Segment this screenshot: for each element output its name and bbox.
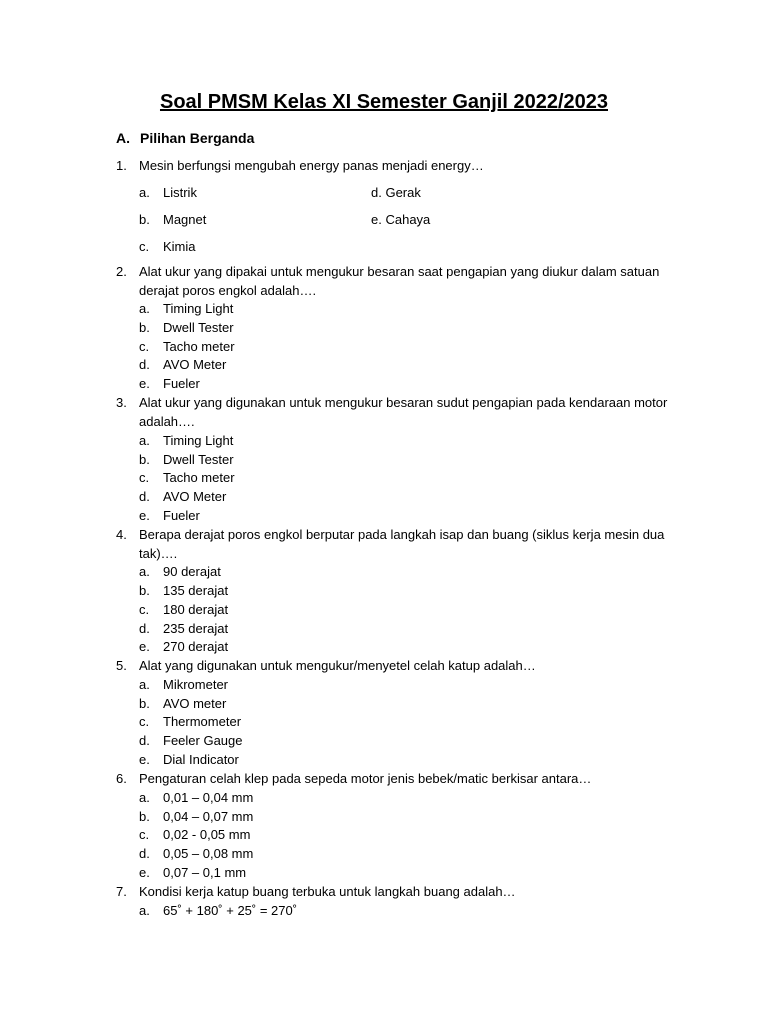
question-1-option-d <box>371 184 421 202</box>
question-4-option-b <box>139 582 228 600</box>
question-text: Alat ukur yang dipakai untuk mengukur besaran saat pengapian yang diukur dalam satuan derajat poros engkol adalah…. <box>139 264 660 298</box>
option-text: Tacho meter <box>163 470 235 485</box>
option-text: 0,05 – 0,08 mm <box>163 846 254 861</box>
option-letter: d. <box>139 621 150 636</box>
option-letter: a. <box>139 185 150 200</box>
page-title: Soal PMSM Kelas XI Semester Ganjil 2022/2023 <box>159 91 608 113</box>
option-text: Feeler Gauge <box>163 733 243 748</box>
option-text: 270 derajat <box>163 639 229 654</box>
option-text: Kimia <box>163 239 196 254</box>
option-letter: d. <box>139 733 150 748</box>
question-1-option-e <box>371 211 430 229</box>
question-6 <box>116 770 679 789</box>
question-4 <box>116 526 679 563</box>
option-text: 90 derajat <box>163 564 221 579</box>
option-letter: e. <box>371 212 382 227</box>
question-number: 5. <box>116 658 127 673</box>
question-1-option-b <box>139 211 206 229</box>
option-text: Listrik <box>163 185 197 200</box>
option-text: Timing Light <box>163 433 234 448</box>
question-2-option-b <box>139 319 234 337</box>
option-letter: c. <box>139 602 150 617</box>
section-label: Pilihan Berganda <box>140 130 255 146</box>
question-6-option-c <box>139 826 250 844</box>
option-letter: a. <box>139 433 150 448</box>
question-5-option-c <box>139 713 241 731</box>
option-text: AVO Meter <box>163 489 227 504</box>
option-text: 65˚ + 180˚ + 25˚ = 270˚ <box>163 903 298 918</box>
question-6-option-a <box>139 789 253 807</box>
option-text: Gerak <box>385 185 421 200</box>
question-4-option-a <box>139 563 221 581</box>
option-text: 180 derajat <box>163 602 229 617</box>
option-text: 0,02 - 0,05 mm <box>163 827 251 842</box>
option-letter: b. <box>139 452 150 467</box>
question-6-option-b <box>139 808 253 826</box>
option-letter: d. <box>139 357 150 372</box>
option-letter: a. <box>139 790 150 805</box>
question-3 <box>116 394 679 431</box>
question-number: 2. <box>116 264 127 279</box>
option-letter: b. <box>139 320 150 335</box>
question-5-option-d <box>139 732 243 750</box>
question-number: 3. <box>116 395 127 410</box>
question-6-option-e <box>139 864 246 882</box>
question-3-option-e <box>139 507 200 525</box>
question-number: 6. <box>116 771 127 786</box>
question-1-option-c <box>139 238 196 256</box>
option-letter: a. <box>139 903 150 918</box>
section-letter: A. <box>116 130 130 146</box>
option-letter: e. <box>139 376 150 391</box>
question-4-option-e <box>139 638 228 656</box>
option-letter: a. <box>139 301 150 316</box>
option-text: 0,01 – 0,04 mm <box>163 790 254 805</box>
option-letter: a. <box>139 677 150 692</box>
option-text: Tacho meter <box>163 339 235 354</box>
question-5-option-e <box>139 751 239 769</box>
question-5-option-b <box>139 695 226 713</box>
question-3-option-b <box>139 451 234 469</box>
question-7 <box>116 883 679 902</box>
question-4-option-d <box>139 620 228 638</box>
option-text: 0,04 – 0,07 mm <box>163 809 254 824</box>
question-text: Mesin berfungsi mengubah energy panas menjadi energy… <box>139 158 484 173</box>
option-text: 135 derajat <box>163 583 229 598</box>
option-text: Dwell Tester <box>163 320 234 335</box>
option-letter: c. <box>139 239 150 254</box>
option-text: Fueler <box>163 508 200 523</box>
question-4-option-c <box>139 601 228 619</box>
option-text: Dwell Tester <box>163 452 234 467</box>
option-text: Mikrometer <box>163 677 229 692</box>
question-2-option-d <box>139 356 226 374</box>
option-text: Cahaya <box>385 212 431 227</box>
option-letter: e. <box>139 639 150 654</box>
option-letter: c. <box>139 714 150 729</box>
option-text: 235 derajat <box>163 621 229 636</box>
option-letter: d. <box>371 185 382 200</box>
option-letter: c. <box>139 339 150 354</box>
question-3-option-c <box>139 469 235 487</box>
option-letter: e. <box>139 752 150 767</box>
option-text: Magnet <box>163 212 207 227</box>
option-text: AVO meter <box>163 696 227 711</box>
question-3-option-d <box>139 488 226 506</box>
option-letter: b. <box>139 696 150 711</box>
question-1 <box>116 157 679 176</box>
question-number: 1. <box>116 158 127 173</box>
option-text: AVO Meter <box>163 357 227 372</box>
question-2 <box>116 263 679 300</box>
option-letter: b. <box>139 809 150 824</box>
option-letter: d. <box>139 846 150 861</box>
option-letter: d. <box>139 489 150 504</box>
option-text: 0,07 – 0,1 mm <box>163 865 247 880</box>
question-5 <box>116 657 679 676</box>
question-3-option-a <box>139 432 233 450</box>
option-letter: c. <box>139 470 150 485</box>
question-text: Kondisi kerja katup buang terbuka untuk langkah buang adalah… <box>139 884 516 899</box>
question-1-option-a <box>139 184 197 202</box>
question-text: Pengaturan celah klep pada sepeda motor jenis bebek/matic berkisar antara… <box>139 771 592 786</box>
question-2-option-a <box>139 300 233 318</box>
question-2-option-c <box>139 338 235 356</box>
question-7-option-a <box>139 902 297 920</box>
option-letter: b. <box>139 212 150 227</box>
option-text: Timing Light <box>163 301 234 316</box>
question-number: 7. <box>116 884 127 899</box>
option-letter: e. <box>139 865 150 880</box>
question-text: Berapa derajat poros engkol berputar pada langkah isap dan buang (siklus kerja mesin dua tak)…. <box>139 527 665 561</box>
question-6-option-d <box>139 845 253 863</box>
option-letter: a. <box>139 564 150 579</box>
question-2-option-e <box>139 375 200 393</box>
option-letter: b. <box>139 583 150 598</box>
question-5-option-a <box>139 676 228 694</box>
option-letter: e. <box>139 508 150 523</box>
question-text: Alat yang digunakan untuk mengukur/menyetel celah katup adalah… <box>139 658 536 673</box>
option-text: Fueler <box>163 376 200 391</box>
option-text: Thermometer <box>163 714 242 729</box>
section-heading <box>116 128 254 148</box>
question-number: 4. <box>116 527 127 542</box>
option-letter: c. <box>139 827 150 842</box>
option-text: Dial Indicator <box>163 752 239 767</box>
question-text: Alat ukur yang digunakan untuk mengukur besaran sudut pengapian pada kendaraan motor adalah…. <box>139 395 668 429</box>
